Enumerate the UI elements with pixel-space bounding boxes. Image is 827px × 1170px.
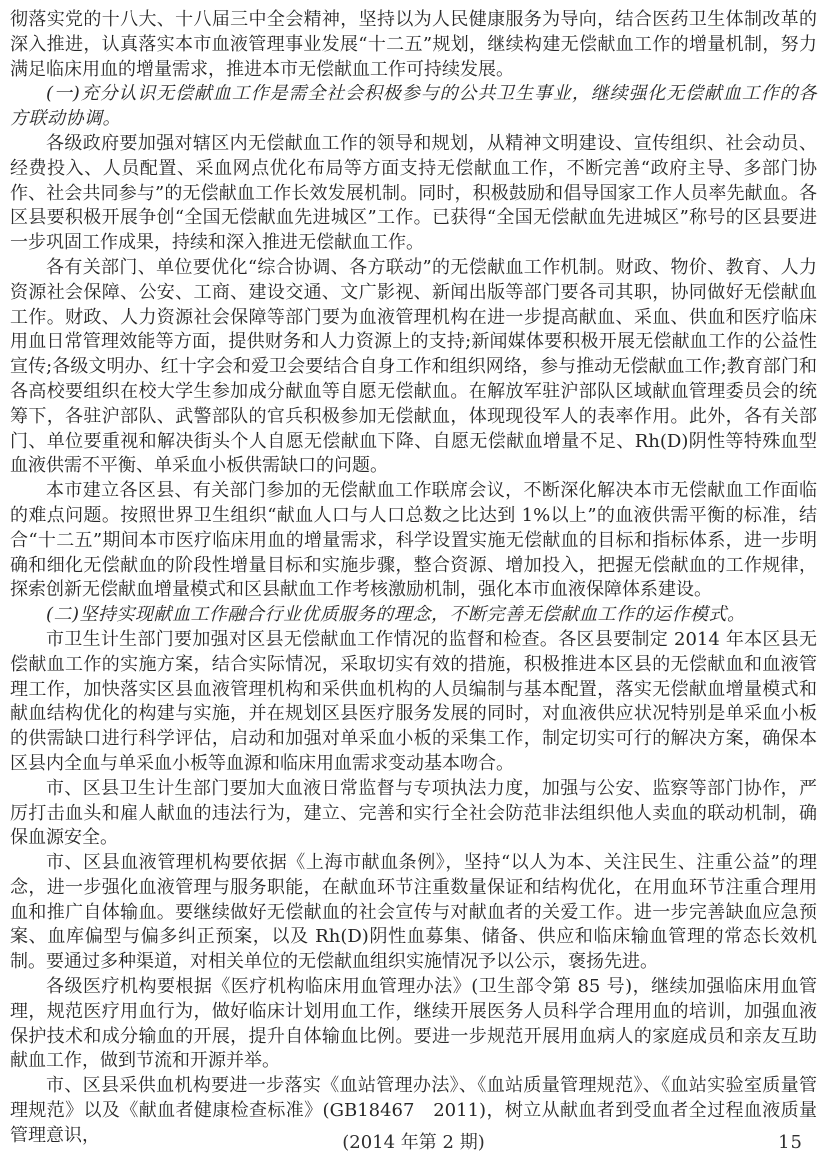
body-paragraph: 市、区县血液管理机构要依据《上海市献血条例》，坚持“以人为本、关注民生、注重公益”的理念，进一步强化血液管理与服务职能，在献血环节注重数量保证和结构优化，在用血环节注重合理用血和推广自体输血。要继续做好无偿献血的社会宣传与对献血者的关爱工作。进一步完善缺血应急预案、血库偏型与偏多纠正预案，以及 Rh(D)阴性血募集、储备、供应和临床输血管理的常态长效机制。要通过多种渠道，对相关单位的无偿献血组织实施情况予以公示，褒扬先进。	[10, 852, 817, 973]
section-heading-2: (二)坚持实现献血工作融合行业优质服务的理念，不断完善无偿献血工作的运作模式。	[46, 604, 746, 626]
body-paragraph: 各有关部门、单位要优化“综合协调、各方联动”的无偿献血工作机制。财政、物价、教育、人力资源社会保障、公安、工商、建设交通、文广影视、新闻出版等部门要各司其职，协同做好无偿献血工作。财政、人力资源社会保障等部门要为血液管理机构在进一步提高献血、采血、供血和医疗临床用血日常管理效能等方面，提供财务和人力资源上的支持;新闻媒体要积极开展无偿献血工作的公益性宣传;各级文明办、红十字会和爱卫会要结合自身工作和组织网络，参与推动无偿献血工作;教育部门和各高校要组织在校大学生参加成分献血等自愿无偿献血。在解放军驻沪部队区域献血管理委员会的统筹下，各驻沪部队、武警部队的官兵积极参加无偿献血，体现现役军人的表率作用。此外，各有关部门、单位要重视和解决街头个人自愿无偿献血下降、自愿无偿献血增量不足、Rh(D)阴性等特殊血型血液供需不平衡、单采血小板供需缺口的问题。	[10, 256, 817, 477]
body-paragraph: 市、区县采供血机构要进一步落实《血站管理办法》、《血站质量管理规范》、《血站实验室质量管理规范》以及《献血者健康检查标准》(GB18467 2011)，树立从献血者到受血者全过程血液质量管理意识，	[10, 1075, 817, 1146]
body-paragraph: 市、区县卫生计生部门要加大血液日常监督与专项执法力度，加强与公安、监察等部门协作，严厉打击血头和雇人献血的违法行为，建立、完善和实行全社会防范非法组织他人卖血的联动机制，确保血源安全。	[10, 777, 817, 849]
document-body	[10, 8, 817, 1149]
section-heading-1: (一)充分认识无偿献血工作是需全社会积极参与的公共卫生事业，继续强化无偿献血工作的各方联动协调。	[10, 83, 817, 130]
issue-label: (2014 年第 2 期)	[342, 1132, 485, 1153]
body-paragraph: 彻落实党的十八大、十八届三中全会精神，坚持以为人民健康服务为导向，结合医药卫生体制改革的深入推进，认真落实本市血液管理事业发展“十二五”规划，继续构建无偿献血工作的增量机制，努力满足临床用血的增量需求，推进本市无偿献血工作可持续发展。	[10, 9, 817, 80]
body-paragraph: 各级政府要加强对辖区内无偿献血工作的领导和规划，从精神文明建设、宣传组织、社会动员、经费投入、人员配置、采血网点优化布局等方面支持无偿献血工作，不断完善“政府主导、多部门协作、社会共同参与”的无偿献血工作长效发展机制。同时，积极鼓励和倡导国家工作人员率先献血。各区县要积极开展争创“全国无偿献血先进城区”工作。已获得“全国无偿献血先进城区”称号的区县要进一步巩固工作成果，持续和深入推进无偿献血工作。	[10, 132, 817, 254]
page-footer	[10, 1131, 817, 1156]
page-number: 15	[778, 1132, 803, 1153]
body-paragraph: 本市建立各区县、有关部门参加的无偿献血工作联席会议，不断深化解决本市无偿献血工作面临的难点问题。按照世界卫生组织“献血人口与人口总数之比达到 1%以上”的血液供需平衡的标准，结合“十二五”期间本市医疗临床用血的增量需求，科学设置实施无偿献血的目标和指标体系，进一步明确和细化无偿献血的阶段性增量目标和实施步骤，整合资源、增加投入，把握无偿献血的工作规律，探索创新无偿献血增量模式和区县献血工作考核激励机制，强化本市血液保障体系建设。	[10, 480, 817, 601]
body-paragraph: 各级医疗机构要根据《医疗机构临床用血管理办法》(卫生部令第 85 号)，继续加强临床用血管理，规范医疗用血行为，做好临床计划用血工作，继续开展医务人员科学合理用血的培训，加强血液保护技术和成分输血的开展，提升自体输血比例。要进一步规范开展用血病人的家庭成员和亲友互助献血工作，做到节流和开源并举。	[10, 976, 817, 1072]
body-paragraph: 市卫生计生部门要加强对区县无偿献血工作情况的监督和检查。各区县要制定 2014 年本区县无偿献血工作的实施方案，结合实际情况，采取切实有效的措施，积极推进本区县的无偿献血和血液管理工作，加快落实区县血液管理机构和采供血机构的人员编制与基本配置，落实无偿献血增量模式和献血结构优化的构建与实施，并在规划区县医疗服务发展的同时，对血液供应状况特别是单采血小板的供需缺口进行科学评估，启动和加强对单采血小板的采集工作，制定切实可行的解决方案，确保本区县内全血与单采血小板等血源和临床用血需求变动基本吻合。	[10, 628, 817, 774]
